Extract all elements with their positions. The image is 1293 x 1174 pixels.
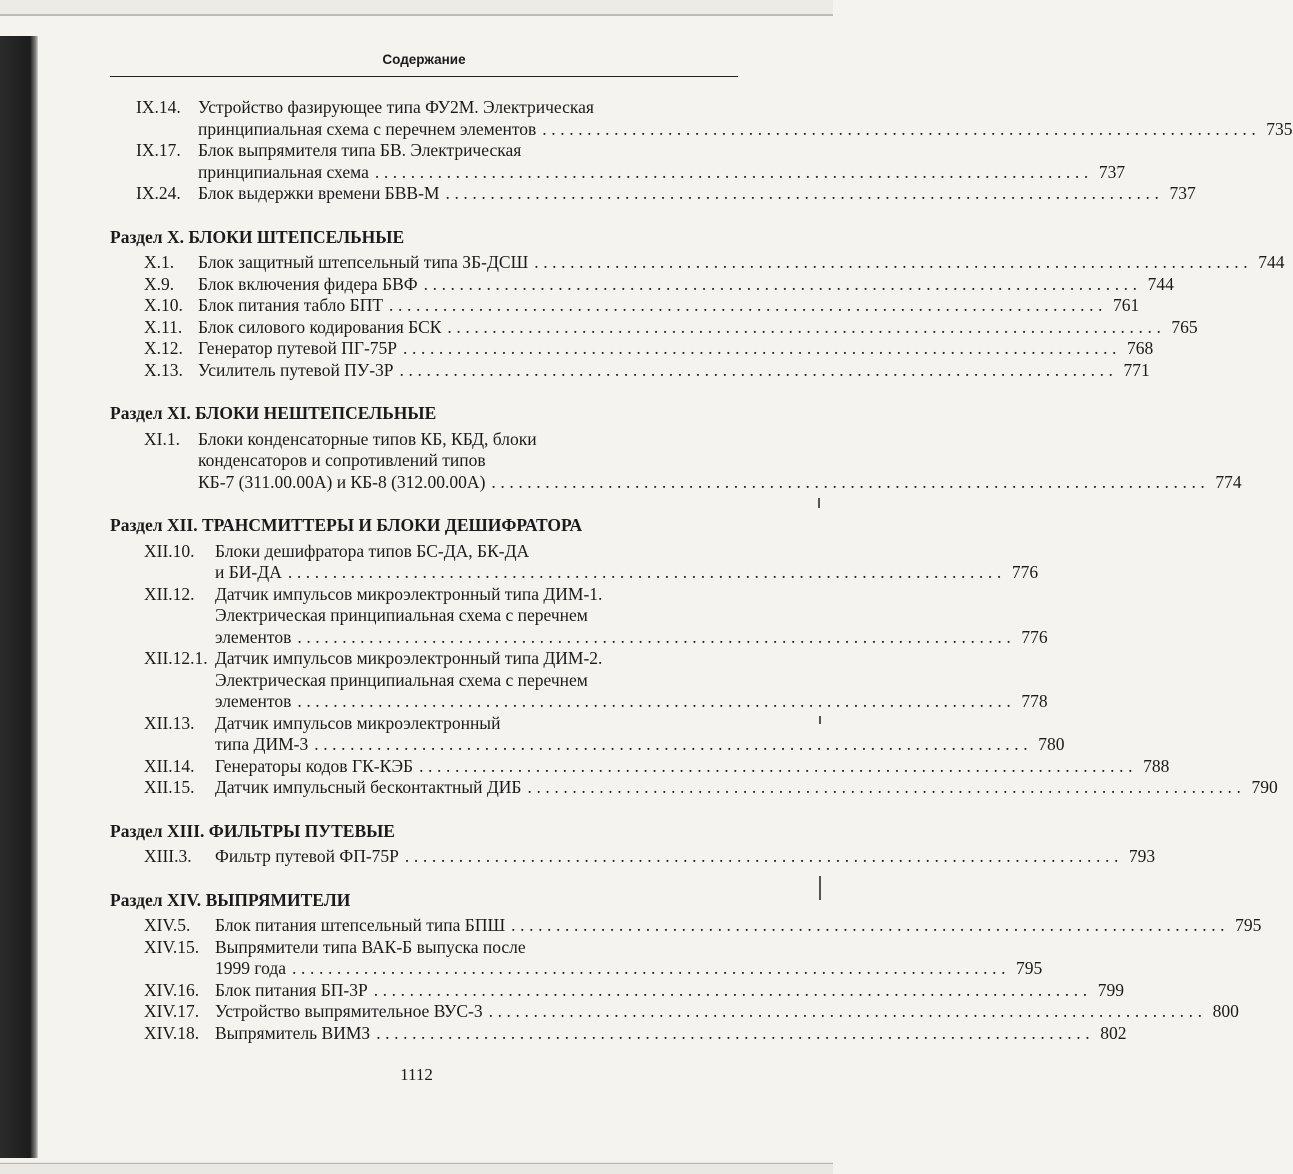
entry-number: X.10. bbox=[144, 295, 183, 315]
dot-leader: ................................................................................ bbox=[419, 755, 1138, 776]
dot-leader: ................................................................................ bbox=[404, 846, 1123, 866]
section-heading bbox=[110, 515, 738, 537]
entry-number: XII.10. bbox=[144, 540, 195, 561]
scan-bottom-edge bbox=[0, 1163, 833, 1164]
entry-page: 778 bbox=[1021, 691, 1048, 711]
entry-page: 735 bbox=[1266, 118, 1293, 139]
entry-number: XII.13. bbox=[144, 712, 195, 733]
entry-number: X.11. bbox=[144, 316, 183, 337]
toc-entry[interactable] bbox=[110, 712, 1065, 756]
toc-entry[interactable] bbox=[110, 540, 1039, 584]
section-heading bbox=[110, 821, 738, 843]
entry-last-line bbox=[215, 846, 1156, 868]
entry-number: XIV.17. bbox=[144, 1001, 200, 1021]
toc-entry[interactable] bbox=[110, 1001, 1239, 1023]
toc-entry[interactable] bbox=[110, 183, 1196, 205]
dot-leader: ................................................................................ bbox=[399, 359, 1118, 380]
toc-entry[interactable] bbox=[110, 273, 1174, 296]
entry-number: X.12. bbox=[144, 338, 183, 358]
toc-section bbox=[110, 226, 1285, 382]
entry-title-line: Блок выдержки времени БВВ-М bbox=[198, 183, 440, 203]
toc-section bbox=[110, 889, 1262, 1045]
entry-number: XIII.3. bbox=[144, 846, 192, 866]
toc-entry[interactable] bbox=[110, 428, 1242, 494]
entry-page: 771 bbox=[1123, 359, 1150, 380]
entry-last-line bbox=[215, 915, 1262, 937]
entry-title-line: принципиальная схема bbox=[198, 161, 369, 182]
dot-leader: ................................................................................ bbox=[423, 273, 1142, 294]
dot-leader: ................................................................................ bbox=[287, 562, 1006, 582]
toc-entry[interactable] bbox=[110, 846, 1156, 868]
scan-speck bbox=[819, 876, 821, 900]
entry-last-line bbox=[215, 958, 1043, 980]
entry-number: IX.14. bbox=[136, 97, 181, 117]
toc-entry[interactable] bbox=[110, 140, 1126, 183]
section-heading bbox=[110, 227, 738, 249]
dot-leader: ................................................................................ bbox=[376, 1022, 1095, 1043]
entry-title-line: Усилитель путевой ПУ-3Р bbox=[198, 359, 394, 380]
section-label: Раздел XIV. bbox=[110, 889, 202, 910]
entry-title-line: Блок силового кодирования БСК bbox=[198, 316, 442, 337]
section-label: Раздел XIII. bbox=[110, 820, 205, 841]
entry-last-line bbox=[215, 777, 1278, 799]
entry-last-line bbox=[198, 359, 1150, 382]
dot-leader: ................................................................................ bbox=[534, 252, 1253, 272]
entry-last-line bbox=[215, 979, 1124, 1002]
dot-leader: ................................................................................ bbox=[374, 161, 1093, 182]
entry-number: XII.15. bbox=[144, 777, 195, 797]
entry-title-line: Датчик импульсов микроэлектронный bbox=[215, 712, 501, 733]
dot-leader: ................................................................................ bbox=[447, 316, 1166, 337]
entry-page: 776 bbox=[1021, 626, 1048, 647]
entry-number: X.1. bbox=[144, 252, 175, 272]
entry-title-line: Датчик импульсный бесконтактный ДИБ bbox=[215, 777, 522, 797]
dot-leader: ................................................................................ bbox=[373, 979, 1092, 1000]
entry-title-line: Блок защитный штепсельный типа ЗБ-ДСШ bbox=[198, 252, 529, 272]
entry-page: 737 bbox=[1098, 161, 1126, 182]
entry-page: 790 bbox=[1251, 777, 1278, 797]
entry-number: XI.1. bbox=[144, 428, 180, 449]
entry-last-line bbox=[198, 295, 1140, 317]
dot-leader: ................................................................................ bbox=[491, 471, 1210, 492]
dot-leader: ................................................................................ bbox=[297, 691, 1016, 711]
entry-page: 780 bbox=[1038, 734, 1065, 754]
entry-title-line: Генератор путевой ПГ-75Р bbox=[198, 338, 398, 358]
entry-title-line: Электрическая принципиальная схема с перечнем bbox=[215, 669, 588, 690]
section-title: БЛОКИ НЕШТЕПСЕЛЬНЫЕ bbox=[195, 403, 437, 423]
entry-page: 744 bbox=[1147, 273, 1174, 294]
book-spine-shadow bbox=[0, 36, 38, 1158]
entry-title-line: Электрическая принципиальная схема с перечнем bbox=[215, 605, 588, 625]
entry-number: XIV.5. bbox=[144, 915, 191, 935]
entry-page: 800 bbox=[1212, 1001, 1239, 1021]
entry-last-line bbox=[198, 338, 1154, 360]
dot-leader: ................................................................................ bbox=[389, 295, 1108, 315]
entry-last-line bbox=[215, 562, 1039, 584]
entry-title-line: Выпрямитель ВИМЗ bbox=[215, 1022, 371, 1043]
toc-entry[interactable] bbox=[110, 338, 1154, 360]
entry-title-line: принципиальная схема с перечнем элементов bbox=[198, 118, 537, 139]
section-heading bbox=[110, 403, 738, 425]
entry-last-line bbox=[215, 1001, 1239, 1023]
entry-last-line bbox=[198, 161, 1126, 184]
entry-number: XII.12. bbox=[144, 583, 195, 604]
dot-leader: ................................................................................ bbox=[292, 958, 1011, 978]
section-title: БЛОКИ ШТЕПСЕЛЬНЫЕ bbox=[188, 226, 405, 247]
entry-title-line: Блок питания штепсельный типа БПШ bbox=[215, 915, 506, 935]
toc-section bbox=[110, 820, 1156, 868]
dot-leader: ................................................................................ bbox=[542, 118, 1261, 139]
section-title: ТРАНСМИТТЕРЫ И БЛОКИ ДЕШИФРАТОРА bbox=[201, 515, 583, 535]
toc-entry[interactable] bbox=[110, 648, 1048, 713]
entry-last-line bbox=[215, 1022, 1127, 1045]
section-label: Раздел XI. bbox=[110, 403, 191, 423]
header-rule bbox=[110, 76, 738, 77]
toc-entry[interactable] bbox=[110, 936, 1043, 980]
entry-page: 802 bbox=[1100, 1022, 1127, 1043]
entry-last-line bbox=[198, 183, 1196, 205]
entry-page: 768 bbox=[1127, 338, 1154, 358]
toc-entry[interactable] bbox=[110, 97, 1293, 140]
entry-title-line: типа ДИМ-3 bbox=[215, 734, 309, 754]
entry-title-line: КБ-7 (311.00.00А) и КБ-8 (312.00.00А) bbox=[198, 471, 486, 492]
entry-title-line: элементов bbox=[215, 626, 292, 647]
entry-page: 776 bbox=[1011, 562, 1039, 582]
scan-speck bbox=[818, 498, 820, 508]
entry-title-line: элементов bbox=[215, 691, 292, 711]
toc-entry[interactable] bbox=[110, 583, 1048, 649]
dot-leader: ................................................................................ bbox=[511, 915, 1230, 935]
entry-number: XIV.16. bbox=[144, 979, 200, 1000]
toc-entry[interactable] bbox=[110, 1022, 1127, 1045]
entry-last-line bbox=[215, 734, 1065, 756]
entry-title-line: конденсаторов и сопротивлений типов bbox=[198, 450, 486, 470]
entry-title-line: Датчик импульсов микроэлектронный типа ДИМ-2. bbox=[215, 648, 603, 668]
entry-title-line: Устройство выпрямительное ВУС-3 bbox=[215, 1001, 483, 1021]
entry-page: 793 bbox=[1128, 846, 1156, 866]
dot-leader: ................................................................................ bbox=[527, 777, 1246, 797]
dot-leader: ................................................................................ bbox=[445, 183, 1164, 203]
section-heading bbox=[110, 890, 738, 912]
entry-page: 765 bbox=[1171, 316, 1198, 337]
entry-last-line bbox=[198, 118, 1293, 141]
entry-page: 788 bbox=[1143, 755, 1170, 776]
scan-top-margin bbox=[0, 0, 833, 14]
entry-title-line: Блоки конденсаторные типов КБ, КБД, блоки bbox=[198, 428, 537, 449]
entry-number: XII.12.1. bbox=[144, 648, 208, 668]
entry-title-line: Выпрямители типа ВАК-Б выпуска после bbox=[215, 936, 526, 957]
section-title: ВЫПРЯМИТЕЛИ bbox=[205, 889, 351, 910]
entry-last-line bbox=[215, 691, 1048, 713]
entry-title-line: Блок включения фидера БВФ bbox=[198, 273, 418, 294]
dot-leader: ................................................................................ bbox=[403, 338, 1122, 358]
toc-entry[interactable] bbox=[110, 252, 1285, 274]
toc-entry[interactable] bbox=[110, 359, 1150, 382]
entry-title-line: и БИ-ДА bbox=[215, 562, 282, 582]
entry-page: 737 bbox=[1169, 183, 1196, 203]
dot-leader: ................................................................................ bbox=[488, 1001, 1207, 1021]
entry-number: XIV.18. bbox=[144, 1022, 200, 1043]
entry-page: 744 bbox=[1258, 252, 1285, 272]
entry-title-line: Блоки дешифратора типов БС-ДА, БК-ДА bbox=[215, 540, 530, 561]
running-head: Содержание bbox=[382, 52, 466, 67]
toc-section bbox=[110, 515, 1278, 799]
entry-last-line bbox=[198, 273, 1174, 296]
entry-number: IX.24. bbox=[136, 183, 181, 203]
entry-title-line: Устройство фазирующее типа ФУ2М. Электрическая bbox=[198, 97, 594, 117]
toc-entry[interactable] bbox=[110, 295, 1140, 317]
entry-title-line: Датчик импульсов микроэлектронный типа ДИМ-1. bbox=[215, 583, 603, 604]
toc-entry[interactable] bbox=[110, 979, 1124, 1002]
section-label: Раздел X. bbox=[110, 226, 184, 247]
entry-number: IX.17. bbox=[136, 140, 181, 160]
page-number: 1112 bbox=[400, 1065, 433, 1084]
section-label: Раздел XII. bbox=[110, 515, 198, 535]
entry-number: X.9. bbox=[144, 273, 175, 294]
entry-last-line bbox=[215, 626, 1048, 649]
entry-last-line bbox=[198, 316, 1198, 339]
entry-page: 795 bbox=[1016, 958, 1043, 978]
entry-page: 799 bbox=[1097, 979, 1124, 1000]
entry-title-line: 1999 года bbox=[215, 958, 287, 978]
toc-entry[interactable] bbox=[110, 777, 1278, 799]
entry-title-line: Фильтр путевой ФП-75Р bbox=[215, 846, 399, 866]
toc-entry[interactable] bbox=[110, 755, 1170, 778]
dot-leader: ................................................................................ bbox=[314, 734, 1033, 754]
table-of-contents bbox=[110, 97, 1293, 1044]
entry-last-line bbox=[198, 471, 1242, 494]
toc-section bbox=[110, 403, 1242, 493]
toc-entry[interactable] bbox=[110, 915, 1262, 937]
toc-entry[interactable] bbox=[110, 316, 1198, 339]
entry-page: 774 bbox=[1215, 471, 1242, 492]
entry-title-line: Блок питания табло БПТ bbox=[198, 295, 384, 315]
entry-number: XII.14. bbox=[144, 755, 195, 776]
entry-number: XIV.15. bbox=[144, 936, 200, 957]
entry-title-line: Блок питания БП-3Р bbox=[215, 979, 368, 1000]
toc-section bbox=[110, 97, 1293, 205]
scan-speck bbox=[819, 716, 821, 724]
entry-last-line bbox=[198, 252, 1285, 274]
entry-page: 795 bbox=[1235, 915, 1262, 935]
dot-leader: ................................................................................ bbox=[297, 626, 1016, 647]
entry-title-line: Блок выпрямителя типа БВ. Электрическая bbox=[198, 140, 522, 160]
entry-title-line: Генераторы кодов ГК-КЭБ bbox=[215, 755, 414, 776]
entry-number: X.13. bbox=[144, 359, 183, 380]
section-title: ФИЛЬТРЫ ПУТЕВЫЕ bbox=[208, 820, 395, 841]
entry-last-line bbox=[215, 755, 1170, 778]
entry-page: 761 bbox=[1113, 295, 1140, 315]
scan-top-edge bbox=[0, 14, 833, 16]
